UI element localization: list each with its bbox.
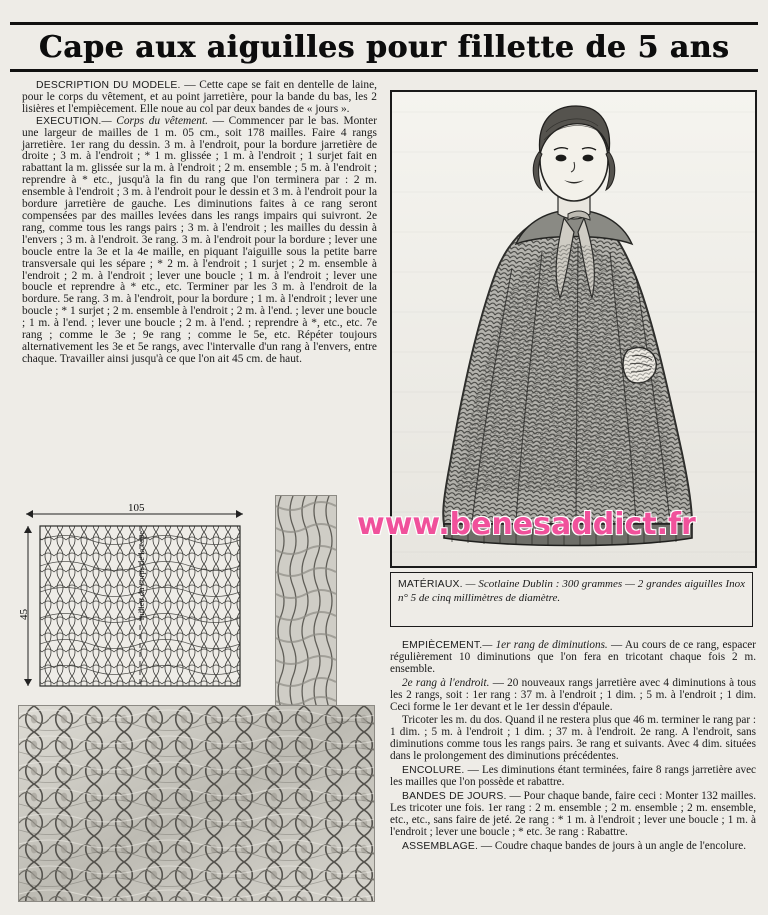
- paragraph-text: — 20 nouveaux rangs jarretière avec 4 diminutions à tous les 2 rangs, soit : 1er rang : 37 m. à l'endroit ; 1 dim. ; 5 m. à l'endroit ; 1 dim. Ceci forme le 1er devant et le 1er dessin d'épaule.: [390, 676, 756, 713]
- page-title-bar: [10, 22, 758, 72]
- paragraph-text: — Coudre chaque bandes de jours à un angle de l'encolure.: [478, 839, 747, 852]
- description-column: [22, 80, 377, 366]
- pattern-schematic: [18, 500, 268, 695]
- paragraph-rang2: [390, 678, 756, 714]
- instructions-column: [390, 640, 756, 854]
- swatch-strip-texture: [276, 496, 336, 711]
- paragraph-encolure: [390, 765, 756, 789]
- paragraph-keyword: BANDES DE JOURS.: [402, 790, 507, 802]
- schematic-top-label: 105: [128, 502, 145, 514]
- paragraph-description: [22, 80, 377, 116]
- schematic-center-label: milieu du corps de la cape: [136, 531, 146, 620]
- materials-box: [390, 572, 753, 627]
- materials-text: — Scotlaine Dublin : 300 grammes — 2 grandes aiguilles Inox n° 5 de cinq millimètres de diamètre.: [398, 578, 745, 604]
- paragraph-text: — Pour chaque bande, faire ceci : Monter 132 mailles. Les tricoter une fois. 1er rang : 2 m. ensemble ; 2 m. ensemble ; 2 m. ensemble, etc., etc., sans faire de jeté. 2e rang : * 1 m. à l'endroit ; lever une boucle ; 1 m. à l'endroit ; lever une boucle ; * etc. 3e rang : Rabattre.: [390, 789, 757, 838]
- schematic-drawing: [18, 500, 268, 695]
- cape-illustration: [390, 90, 757, 568]
- watermark: www.benesaddict.fr: [357, 507, 696, 542]
- paragraph-subkeyword: 2e rang à l'endroit.: [402, 676, 490, 689]
- page-title: Cape aux aiguilles pour fillette de 5 ans: [38, 29, 730, 65]
- knit-swatch-closeup: [18, 705, 375, 902]
- paragraph-keyword: EXECUTION.: [36, 115, 102, 127]
- paragraph-text: — Cette cape se fait en dentelle de laine, pour le corps du vêtement, et au point jarretière, pour la bande du bas, les 2 lisières et l'empiècement. Elle noue au col par deux bandes de « jours ».: [22, 79, 377, 115]
- paragraph-keyword: ASSEMBLAGE.: [402, 840, 479, 852]
- paragraph-text: Tricoter les m. du dos. Quand il ne restera plus que 46 m. terminer le rang par : 1 dim. ; 5 m. à l'endroit ; 1 dim. ; 37 m. à l'endroit. 2e rang. A l'endroit, sans diminutions comme tous les rangs pairs. 3e rang et suivants. Avec 4 dim. situées dans le prolongement des diminutions précédentes.: [390, 714, 756, 763]
- paragraph-subkeyword: — 1er rang de diminutions.: [482, 639, 608, 651]
- illustration-drawing: [392, 92, 755, 566]
- paragraph-assemblage: [390, 841, 756, 853]
- paragraph-execution: [22, 116, 377, 366]
- paragraph-keyword: EMPIÈCEMENT.: [402, 640, 483, 651]
- paragraph-dos: [390, 715, 756, 763]
- schematic-left-label: 45: [18, 609, 30, 620]
- paragraph-text: — Commencer par le bas. Monter une largeur de mailles de 1 m. 05 cm., soit 178 mailles. Faire 4 rangs jarretière. 1er rang du dessin. 3 m. à l'endroit, pour la bordure jarretière de droite ; 3 m. à l'endroit ; * 1 m. glissée ; 1 m. à l'endroit ; 1 surjet fait en rabattant la m. glissée sur la m. à l'endroit ; 2 m. ensemble ; 5 m. à l'endroit ; reprendre à * etc., jusqu'à la fin du rang que l'on terminera par : 2 m. ensemble à l'endroit ; 3 m. à l'endroit pour le dessin et 3 m. à l'endroit pour la bordure jarretière de gauche. Les diminutions faites à ce rang seront compensées par des mailles levées dans les rangs impairs qui suivront. 2e rang, comme tous les rangs pairs ; 3 m. à l'endroit ; les mailles du dessin à l'envers ; 3 m. à l'endroit. 3e rang. 3 m. à l'endroit pour la bordure ; lever une boucle entre la 3e et la 4e maille, en piquant l'aiguille sous la petite barre transversale qui les sépare ; * 2 m. à l'endroit ; 1 surjet ; 2 m. ensemble à l'endroit ; 2 m. à l'endroit ; lever une boucle ; 1 m. à l'endroit ; lever une boucle et reprendre à * etc., etc. Terminer par les 3 m. à l'endroit de la bordure. 5e rang. 3 m. à l'endroit, pour la bordure ; 1 m. à l'endroit ; lever une boucle ; * 1 surjet ; 2 m. ensemble à l'endroit ; 2 m. à l'end. ; lever une boucle ; 1 m. à l'end. ; lever une boucle ; 2 m. à l'end. ; reprendre à *, etc., etc. 7e rang ; comme le 3e ; 9e rang ; comme le 5e, etc. Répéter toujours alternativement les 3e et 5e rangs, avec l'intervalle d'un rang à l'envers, entre chaque. Travailler ainsi jusqu'à ce que l'on ait 45 cm. de haut.: [22, 114, 377, 365]
- swatch-closeup-texture: [19, 706, 374, 901]
- paragraph-text: — Les diminutions étant terminées, faire 8 rangs jarretière avec les mailles que l'on possède et rabattre.: [390, 764, 756, 788]
- paragraph-empiecement: [390, 640, 756, 676]
- paragraph-bandes-de-jours: [390, 791, 756, 839]
- paragraph-keyword: DESCRIPTION DU MODELE.: [36, 80, 181, 91]
- paragraph-keyword: ENCOLURE.: [402, 765, 465, 777]
- materials-keyword: MATÉRIAUX.: [398, 579, 463, 590]
- paragraph-text: — Au cours de ce rang, espacer régulièrement 10 diminutions que l'on fera en tricotant chaque fois 2 m. ensemble.: [390, 639, 756, 675]
- knit-swatch-strip: [275, 495, 337, 712]
- paragraph-subkeyword: — Corps du vêtement.: [101, 114, 209, 127]
